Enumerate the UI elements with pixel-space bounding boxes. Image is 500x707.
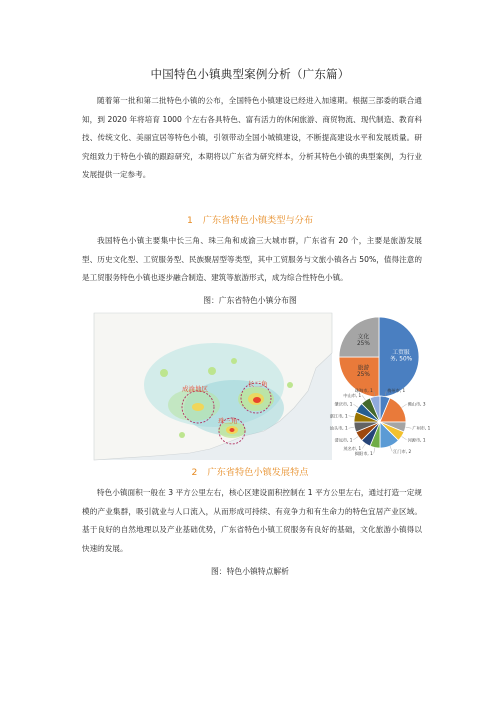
section-heading-1 (0, 212, 500, 226)
section-heading-2 (0, 464, 500, 478)
pie-slice-label: 汕头市, 1 (329, 425, 348, 431)
page-title: 中国特色小镇典型案例分析（广东篇） (150, 67, 350, 81)
distribution-paragraph: 我国特色小镇主要集中长三角、珠三角和成渝三大城市群，广东省有 20 个，主要是旅游发展型、历史文化型、工贸服务型、民族聚居型等类型，其中工贸服务与文旅小镇各占 50%，值得注意的是工贸服务特色小镇也逐步融合制造、建筑等旅游形式，成为综合性特色小镇。 (82, 236, 422, 283)
pie-leader-line (385, 391, 386, 397)
city-pie-chart (329, 362, 431, 462)
pie-slice-label: 工贸服务, 50% (389, 350, 413, 363)
figure-caption-1: 图：广东省特色小镇分布图 (203, 296, 297, 305)
figure-caption-2: 图：特色小镇特点解析 (211, 567, 289, 576)
pie-leader-line (406, 427, 412, 428)
pie-slice-label: 茂名市, 1 (343, 446, 362, 452)
section-number: 2 (191, 467, 198, 478)
pie-leader-line (390, 446, 392, 452)
pie-slice-label: 广州市, 1 (412, 425, 431, 431)
pie-leader-line (353, 404, 358, 407)
pie-leader-line (353, 436, 358, 439)
pie-leader-line (362, 444, 365, 449)
section-title: 广东省特色小镇发展特点 (207, 467, 309, 478)
distribution-map (94, 313, 332, 460)
pie-slice-label: 文化 25% (356, 334, 370, 347)
section-number: 1 (186, 215, 193, 226)
pie-slice-label: 河源市, 1 (407, 437, 426, 443)
pie-leader-line (349, 427, 355, 428)
pie-slice-label: 珠海市, 1 (354, 388, 373, 394)
pie-slice-label: 佛山市, 3 (407, 401, 426, 407)
pie-slice-label: 旅游 25% (356, 365, 370, 379)
pie-slice-label: 江门市, 2 (393, 449, 412, 455)
intro-paragraph: 随着第一批和第二批特色小镇的公布，全国特色小镇建设已经进入加速期。根据三部委的联合通知，到 2020 年将培育 1000 个左右各具特色、富有活力的休闲旅游、商贸物流、现代制造、教育科技、传统文化、美丽宜居等特色小镇，引领带动全国小城镇建设，不断提高建设水平和发展质量。研究组致力于特色小镇的跟踪研究，本期将以广东省为研究样本，分析其特色小镇的典型案例，为行业发展提供一定参考。 (82, 96, 422, 180)
pie-leader-line (402, 404, 407, 407)
pie-slice-label: 揭阳市, 1 (354, 450, 373, 456)
pie-slice-label: 肇庆市, 1 (334, 401, 353, 407)
map-graphic (94, 313, 332, 460)
pie-leader-line (362, 395, 365, 400)
region-label-yangtze: 长三角 (248, 380, 268, 388)
section-title: 广东省特色小镇类型与分布 (202, 215, 314, 226)
region-label-chengyu: 成渝地区 (182, 385, 208, 393)
features-paragraph: 特色小镇面积一般在 3 平方公里左右，核心区建设面积控制在 1 平方公里左右，通过打造一定规模的产业集群，吸引就业与人口流入，从而形成可持续、有竞争力和有生命力的特色宜居产业区域。基于良好的自然地理以及产业基础优势，广东省特色小镇工贸服务有良好的基础，文化旅游小镇得以快速的发展。 (82, 488, 422, 553)
pie-slice-label: 清远市, 1 (334, 437, 353, 443)
pie-slice-label: 梅州市, 1 (387, 388, 406, 394)
pie-slice-label: 中山市, 1 (343, 392, 362, 398)
region-label-pearl: 珠三角 (218, 417, 238, 425)
pie-slice-label: 湛江市, 1 (329, 413, 348, 419)
pie-leader-line (374, 391, 375, 397)
pie-leader-line (402, 436, 407, 439)
pie-leader-line (374, 448, 375, 454)
pie-leader-line (349, 416, 355, 417)
